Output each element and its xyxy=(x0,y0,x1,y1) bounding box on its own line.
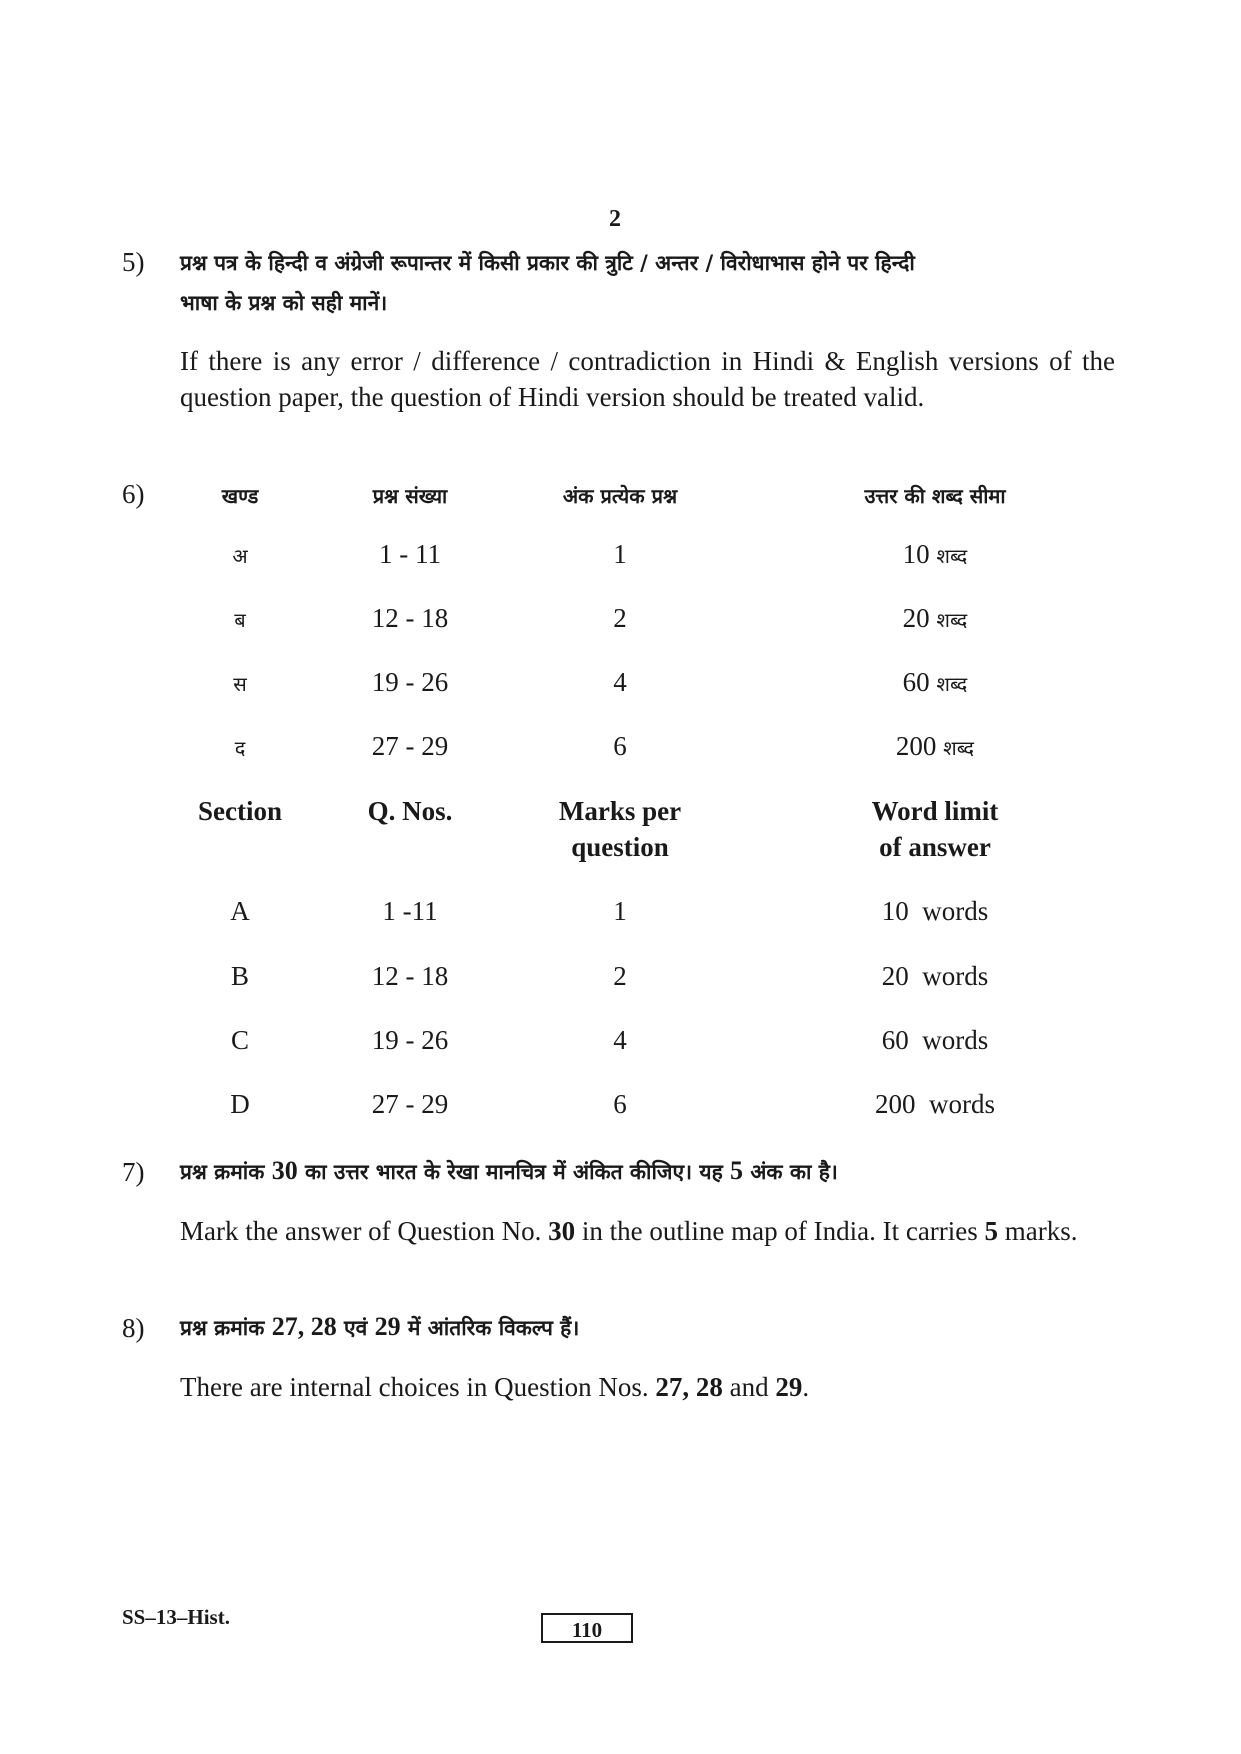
hindi-row-section: स xyxy=(233,672,247,696)
limit-unit: शब्द xyxy=(936,544,968,568)
english-row-qnos: 19 - 26 xyxy=(371,1025,449,1055)
item-5-number: 5) xyxy=(122,247,145,277)
footer-paper-code: SS–13–Hist. xyxy=(122,1605,230,1629)
text: प्रश्न क्रमांक xyxy=(180,1316,265,1340)
hindi-row-marks: 6 xyxy=(613,731,627,761)
english-row-section: D xyxy=(230,1089,250,1119)
english-row-qnos: 12 - 18 xyxy=(371,961,449,991)
item-7-english xyxy=(180,1213,1115,1249)
limit-number: 10 xyxy=(902,539,930,569)
limit-number: 200 xyxy=(895,731,937,761)
text: में आंतरिक विकल्प हैं। xyxy=(407,1316,580,1340)
english-header-qnos: Q. Nos. xyxy=(367,796,453,826)
english-header-marks-line1: Marks per xyxy=(558,796,682,826)
text: Mark the answer of Question No. xyxy=(180,1216,542,1246)
english-row-qnos: 27 - 29 xyxy=(371,1089,449,1119)
question-numbers: 27, 28 xyxy=(655,1372,723,1402)
item-7-hindi xyxy=(180,1150,1120,1193)
hindi-row-qnos: 19 - 26 xyxy=(371,667,449,697)
hindi-row-marks: 2 xyxy=(613,603,627,633)
hindi-row-marks: 4 xyxy=(613,667,627,697)
question-number: 30 xyxy=(271,1156,298,1185)
english-row-limit: 200 words xyxy=(875,1089,995,1119)
hindi-row-marks: 1 xyxy=(613,539,627,569)
item-8-number: 8) xyxy=(122,1313,145,1343)
english-row-section: B xyxy=(230,961,249,991)
item-6-number: 6) xyxy=(122,479,145,509)
text: प्रश्न क्रमांक xyxy=(180,1160,265,1184)
english-header-limit-line2: of answer xyxy=(879,832,991,862)
english-row-section: C xyxy=(230,1025,249,1055)
hindi-row-qnos: 1 - 11 xyxy=(379,539,441,569)
limit-unit: शब्द xyxy=(943,736,975,760)
text: in the outline map of India. It carries xyxy=(581,1216,978,1246)
question-number: 30 xyxy=(548,1216,576,1246)
text: अंक का है। xyxy=(750,1160,838,1184)
marks-number: 5 xyxy=(730,1156,744,1185)
english-row-marks: 2 xyxy=(613,961,627,991)
hindi-header-qnos: प्रश्न संख्या xyxy=(372,484,448,508)
english-header-marks-line2: question xyxy=(571,832,669,862)
english-row-limit: 60 words xyxy=(881,1025,989,1055)
hindi-row-section: द xyxy=(234,736,246,760)
item-8-hindi xyxy=(180,1306,1120,1349)
page-number: 2 xyxy=(609,206,621,232)
text: There are internal choices in Question Nos. xyxy=(180,1372,649,1402)
hindi-row-section: अ xyxy=(232,544,248,568)
english-row-limit: 10 words xyxy=(881,896,989,926)
text: का उत्तर भारत के रेखा मानचित्र में अंकित कीजिए। यह xyxy=(305,1160,723,1184)
hindi-header-marks: अंक प्रत्येक प्रश्न xyxy=(562,484,678,508)
hindi-header-word-limit: उत्तर की शब्द सीमा xyxy=(864,484,1006,508)
text: . xyxy=(802,1372,810,1402)
english-row-limit: 20 words xyxy=(881,961,989,991)
hindi-row-limit xyxy=(820,600,1050,638)
hindi-row-qnos: 12 - 18 xyxy=(371,603,449,633)
limit-unit: शब्द xyxy=(936,672,968,696)
limit-unit: शब्द xyxy=(936,608,968,632)
hindi-row-section: ब xyxy=(234,608,246,632)
limit-number: 60 xyxy=(902,667,930,697)
item-8-english xyxy=(180,1369,1115,1405)
question-number: 29 xyxy=(775,1372,803,1402)
hindi-row-limit xyxy=(820,664,1050,702)
english-row-marks: 4 xyxy=(613,1025,627,1055)
hindi-row-qnos: 27 - 29 xyxy=(371,731,449,761)
hindi-header-section: खण्ड xyxy=(221,484,259,508)
english-header-word-limit xyxy=(820,793,1050,865)
english-row-section: A xyxy=(230,896,250,926)
english-row-marks: 6 xyxy=(613,1089,627,1119)
text: marks. xyxy=(1004,1216,1078,1246)
item-5-english: If there is any error / difference / contradiction in Hindi & English versions of the question paper, the question of Hindi version should be treated valid. xyxy=(180,346,1115,412)
english-header-marks xyxy=(530,793,710,865)
text: एवं xyxy=(344,1316,368,1340)
question-number: 29 xyxy=(374,1312,401,1341)
text: and xyxy=(729,1372,769,1402)
item-7-number: 7) xyxy=(122,1157,145,1187)
marks-number: 5 xyxy=(984,1216,999,1246)
english-row-qnos: 1 -11 xyxy=(382,896,438,926)
item-5-hindi-line2: भाषा के प्रश्न को सही मानें। xyxy=(180,291,388,315)
item-5-hindi-line1: प्रश्न पत्र के हिन्दी व अंग्रेजी रूपान्तर में किसी प्रकार की त्रुटि / अन्तर / विरोधाभास होने पर हिन्दी xyxy=(180,251,915,275)
english-header-limit-line1: Word limit xyxy=(871,796,999,826)
question-numbers: 27, 28 xyxy=(271,1312,337,1341)
english-row-marks: 1 xyxy=(613,896,627,926)
footer-page-box: 110 xyxy=(541,1613,633,1643)
limit-number: 20 xyxy=(902,603,930,633)
english-header-section: Section xyxy=(198,796,282,826)
hindi-row-limit xyxy=(820,536,1050,574)
hindi-row-limit xyxy=(820,728,1050,766)
